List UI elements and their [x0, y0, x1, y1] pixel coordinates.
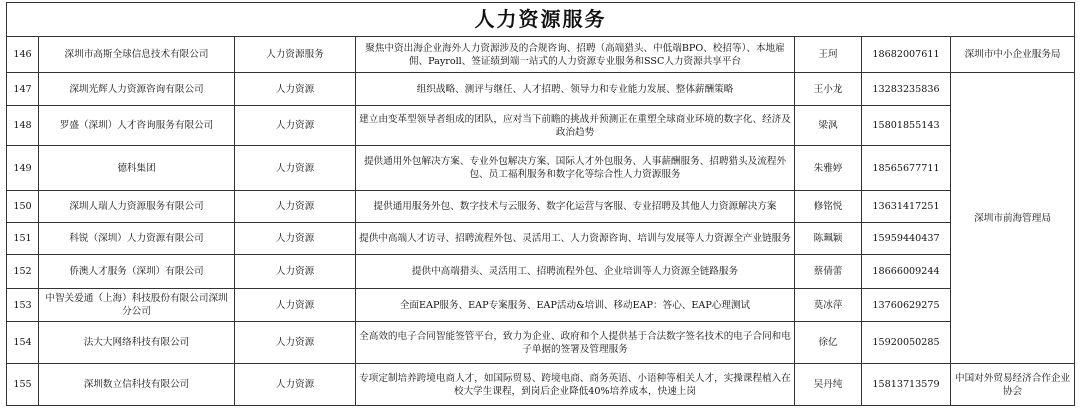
contact-phone: 13283235836	[862, 73, 951, 106]
service-description: 组织战略、测评与继任、人才招聘、领导力和专业能力发展、整体薪酬策略	[356, 73, 795, 106]
contact-name: 莫冰萍	[795, 289, 862, 322]
company-name: 深圳数立信科技有限公司	[39, 364, 235, 406]
table-row	[7, 255, 1075, 289]
service-category: 人力资源	[235, 364, 356, 406]
contact-phone: 18565677711	[862, 146, 951, 191]
service-description: 提供通用服务外包、数字技术与云服务、数字化运营与客服、专业招聘及其他人力资源解决方案	[356, 191, 795, 223]
service-category: 人力资源	[235, 322, 356, 364]
service-category: 人力资源	[235, 73, 356, 106]
department-trade-association: 中国对外贸易经济合作企业协会	[951, 364, 1075, 406]
contact-phone: 15801855143	[862, 106, 951, 146]
service-description: 提供中高端人才访寻、招聘流程外包、灵活用工、人力资源咨询、培训与发展等人力资源全产业链服务	[356, 223, 795, 255]
table-row	[7, 364, 1075, 406]
row-number: 154	[7, 322, 39, 364]
hr-service-table	[6, 2, 1075, 406]
contact-name: 梁沨	[795, 106, 862, 146]
service-description: 建立由变革型领导者组成的团队，应对当下前瞻的挑战并预测正在重塑全球商业环境的数字化、经济及政治趋势	[356, 106, 795, 146]
row-number: 150	[7, 191, 39, 223]
row-number: 149	[7, 146, 39, 191]
company-name: 法大大网络科技有限公司	[39, 322, 235, 364]
table-row	[7, 73, 1075, 106]
contact-phone: 18666009244	[862, 255, 951, 289]
row-number: 152	[7, 255, 39, 289]
contact-phone: 18682007611	[862, 37, 951, 73]
row-number: 151	[7, 223, 39, 255]
table-row	[7, 37, 1075, 73]
row-number: 153	[7, 289, 39, 322]
sheet	[6, 2, 1074, 408]
contact-name: 徐亿	[795, 322, 862, 364]
service-category: 人力资源	[235, 191, 356, 223]
row-number: 147	[7, 73, 39, 106]
contact-phone: 15920050285	[862, 322, 951, 364]
company-name: 侨澳人才服务（深圳）有限公司	[39, 255, 235, 289]
contact-name: 王小龙	[795, 73, 862, 106]
company-name: 科锐（深圳）人力资源有限公司	[39, 223, 235, 255]
service-category: 人力资源	[235, 223, 356, 255]
service-category: 人力资源	[235, 106, 356, 146]
contact-name: 陈珮颖	[795, 223, 862, 255]
service-description: 聚焦中资出海企业海外人力资源涉及的合规咨询、招聘（高端猎头、中低端BPO、校招等）、本地雇佣、Payroll、签证绩到端一站式的人力资源专业服务和SSC人力资源共享平台	[356, 37, 795, 73]
service-description: 专项定制培养跨境电商人才，如国际贸易、跨境电商、商务英语、小语种等相关人才，实操课程植入在校大学生课程，到岗后企业降低40%培养成本，快速上岗	[356, 364, 795, 406]
table-row	[7, 191, 1075, 223]
service-category: 人力资源	[235, 146, 356, 191]
contact-phone: 13760629275	[862, 289, 951, 322]
contact-phone: 13631417251	[862, 191, 951, 223]
contact-name: 朱雅婷	[795, 146, 862, 191]
company-name: 深圳光辉人力资源咨询有限公司	[39, 73, 235, 106]
row-number: 155	[7, 364, 39, 406]
contact-name: 修铭悦	[795, 191, 862, 223]
table-row	[7, 223, 1075, 255]
contact-name: 蔡倩蕾	[795, 255, 862, 289]
table-row	[7, 289, 1075, 322]
service-category: 人力资源服务	[235, 37, 356, 73]
department-sme-bureau: 深圳市中小企业服务局	[951, 37, 1075, 73]
table-row	[7, 106, 1075, 146]
contact-name: 吴丹纯	[795, 364, 862, 406]
contact-name: 王珂	[795, 37, 862, 73]
contact-phone: 15813713579	[862, 364, 951, 406]
company-name: 中智关爱通（上海）科技股份有限公司深圳分公司	[39, 289, 235, 322]
company-name: 德科集团	[39, 146, 235, 191]
row-number: 146	[7, 37, 39, 73]
service-description: 全高效的电子合同智能签管平台，致力为企业、政府和个人提供基于合法数字签名技术的电子合同和电子单据的签署及管理服务	[356, 322, 795, 364]
service-category: 人力资源	[235, 289, 356, 322]
table-title: 人力资源服务	[7, 3, 1075, 37]
department-qianhai-bureau: 深圳市前海管理局	[951, 73, 1075, 364]
company-name: 深圳市高斯全球信息技术有限公司	[39, 37, 235, 73]
title-row	[7, 3, 1075, 37]
service-description: 全面EAP服务、EAP专案服务、EAP活动&培训、移动EAP：答心、EAP心理测试	[356, 289, 795, 322]
service-category: 人力资源	[235, 255, 356, 289]
company-name: 罗盛（深圳）人才咨询服务有限公司	[39, 106, 235, 146]
row-number: 148	[7, 106, 39, 146]
table-row	[7, 146, 1075, 191]
service-description: 提供通用外包解决方案、专业外包解决方案、国际人才外包服务、人事薪酬服务、招聘猎头及流程外包、员工福利服务和数字化等综合性人力资源服务	[356, 146, 795, 191]
company-name: 深圳人瑞人力资源服务有限公司	[39, 191, 235, 223]
table-row	[7, 322, 1075, 364]
service-description: 提供中高端猎头、灵活用工、招聘流程外包、企业培训等人力资源全链路服务	[356, 255, 795, 289]
contact-phone: 15959440437	[862, 223, 951, 255]
